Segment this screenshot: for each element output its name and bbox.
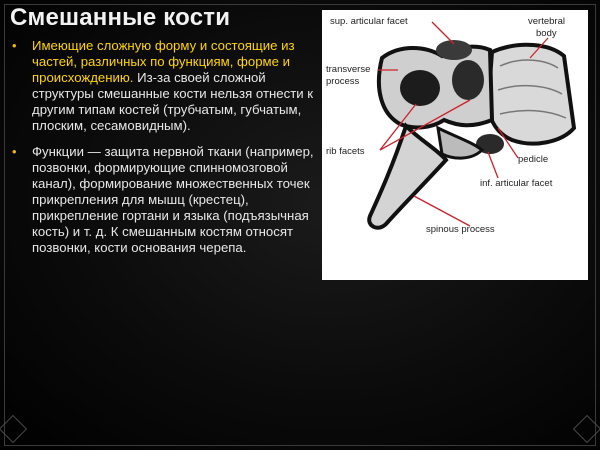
bullet-list xyxy=(8,38,314,256)
label-rib-facets: rib facets xyxy=(326,146,365,157)
frame-corner-right xyxy=(573,415,600,443)
label-sup-articular-facet: sup. articular facet xyxy=(330,16,408,27)
bullet-text: Функции — защита нервной ткани (например, позвонки, формирующие спинномозговой канал), формирование множественных точек прикрепления для мышц (крестец), прикрепление гортани и языка (подъязычная кость) и т. д. К смешанным костям относят позвонки, кости основания черепа. xyxy=(32,143,314,256)
bullet-marker-icon: • xyxy=(12,38,17,53)
rib-facet-shape xyxy=(400,70,440,106)
label-spinous-process: spinous process xyxy=(426,224,495,235)
label-vertebral: vertebral xyxy=(528,16,565,27)
label-transverse: transverse xyxy=(326,64,371,75)
sup-articular-facet-shape xyxy=(436,40,472,60)
spinous-process-shape xyxy=(369,126,446,228)
bullet-highlight-text: Имеющие сложную форму и состоящие из частей, различных по функциям, форме и происхождению. xyxy=(32,38,295,86)
label-body: body xyxy=(536,28,557,39)
bullet-text: Из-за своей сложной структуры смешанные кости нельзя отнести к другим типам костей (трубчатым, губчатым, плоским, сесамовидным). xyxy=(32,70,314,134)
vertebra-figure xyxy=(322,10,588,280)
bullet-item xyxy=(8,144,314,257)
vertebra-illustration xyxy=(322,10,588,280)
slide-title: Смешанные кости xyxy=(10,4,231,31)
label-pedicle: pedicle xyxy=(518,154,549,165)
label-process: process xyxy=(326,76,360,87)
bullet-marker-icon: • xyxy=(12,143,17,159)
bullet-item xyxy=(8,38,314,135)
label-inf-articular-facet: inf. articular facet xyxy=(480,178,553,189)
frame-corner-left xyxy=(0,415,27,443)
